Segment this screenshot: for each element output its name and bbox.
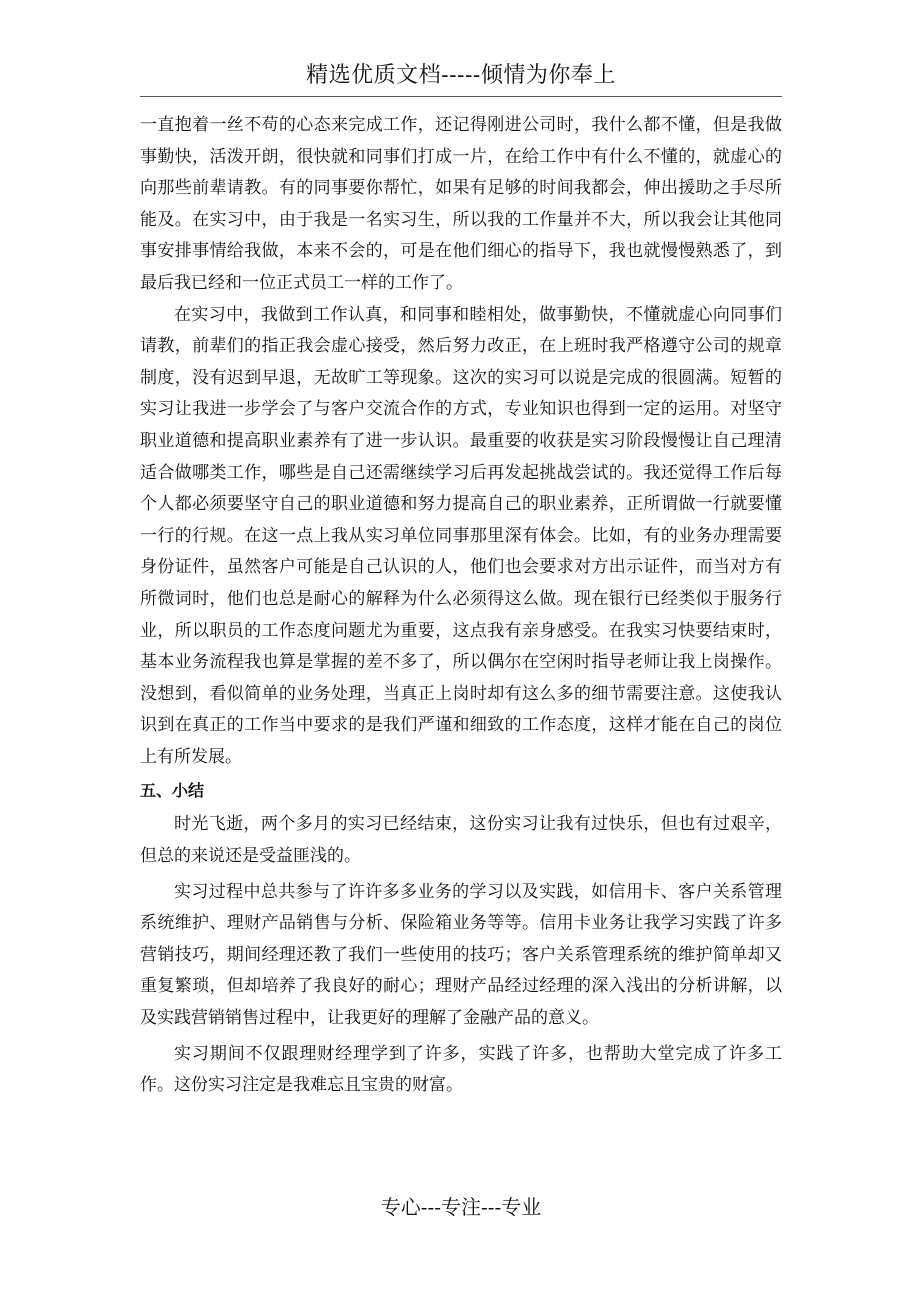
summary-paragraph-1: 时光飞逝，两个多月的实习已经结束，这份实习让我有过快乐，但也有过艰辛，但总的来说还是受益匪浅的。: [140, 814, 782, 867]
body-paragraph-1: 一直抱着一丝不苟的心态来完成工作，还记得刚进公司时，我什么都不懂，但是我做事勤快，活泼开朗，很快就和同事们打成一片，在给工作中有什么不懂的，就虚心的向那些前辈请教。有的同事要你帮忙，如果有足够的时间我都会，伸出援助之手尽所能及。在实习中，由于我是一名实习生，所以我的工作量并不大，所以我会让其他同事安排事情给我做，本来不会的，可是在他们细心的指导下，我也就慢慢熟悉了，到最后我已经和一位正式员工一样的工作了。: [140, 115, 782, 293]
summary-paragraph-3: 实习期间不仅跟理财经理学到了许多，实践了许多，也帮助大堂完成了许多工作。这份实习注定是我难忘且宝贵的财富。: [140, 1043, 782, 1096]
document-body: [140, 110, 782, 1102]
section-heading: 五、小结: [140, 781, 205, 801]
body-paragraph-2: 在实习中，我做到工作认真，和同事和睦相处，做事勤快，不懂就虚心向同事们请教，前辈们的指正我会虚心接受，然后努力改正，在上班时我严格遵守公司的规章制度，没有迟到早退，无故旷工等现象。这次的实习可以说是完成的很圆满。短暂的实习让我进一步学会了与客户交流合作的方式，专业知识也得到一定的运用。对坚守职业道德和提高职业素养有了进一步认识。最重要的收获是实习阶段慢慢让自己理清适合做哪类工作，哪些是自己还需继续学习后再发起挑战尝试的。我还觉得工作后每个人都必须要坚守自己的职业道德和努力提高自己的职业素养，正所谓做一行就要懂一行的行规。在这一点上我从实习单位同事那里深有体会。比如，有的业务办理需要身份证件，虽然客户可能是自己认识的人，他们也会要求对方出示证件，而当对方有所微词时，他们也总是耐心的解释为什么必须得这么做。现在银行已经类似于服务行业，所以职员的工作态度问题尤为重要，这点我有亲身感受。在我实习快要结束时，基本业务流程我也算是掌握的差不多了，所以偶尔在空闲时指导老师让我上岗操作。没想到，看似简单的业务处理，当真正上岗时却有这么多的细节需要注意。这使我认识到在真正的工作当中要求的是我们严谨和细致的工作态度，这样才能在自己的岗位上有所发展。: [140, 304, 782, 767]
page-footer: 专心---专注---专业: [380, 1195, 542, 1219]
page-header: 精选优质文档-----倾情为你奉上: [140, 56, 782, 97]
summary-paragraph-2: 实习过程中总共参与了许许多多业务的学习以及实践，如信用卡、客户关系管理系统维护、理财产品销售与分析、保险箱业务等等。信用卡业务让我学习实践了许多营销技巧，期间经理还教了我们一些使用的技巧；客户关系管理系统的维护简单却又重复繁琐，但却培养了我良好的耐心；理财产品经过经理的深入浅出的分析讲解，以及实践营销销售过程中，让我更好的理解了金融产品的意义。: [140, 881, 782, 1029]
